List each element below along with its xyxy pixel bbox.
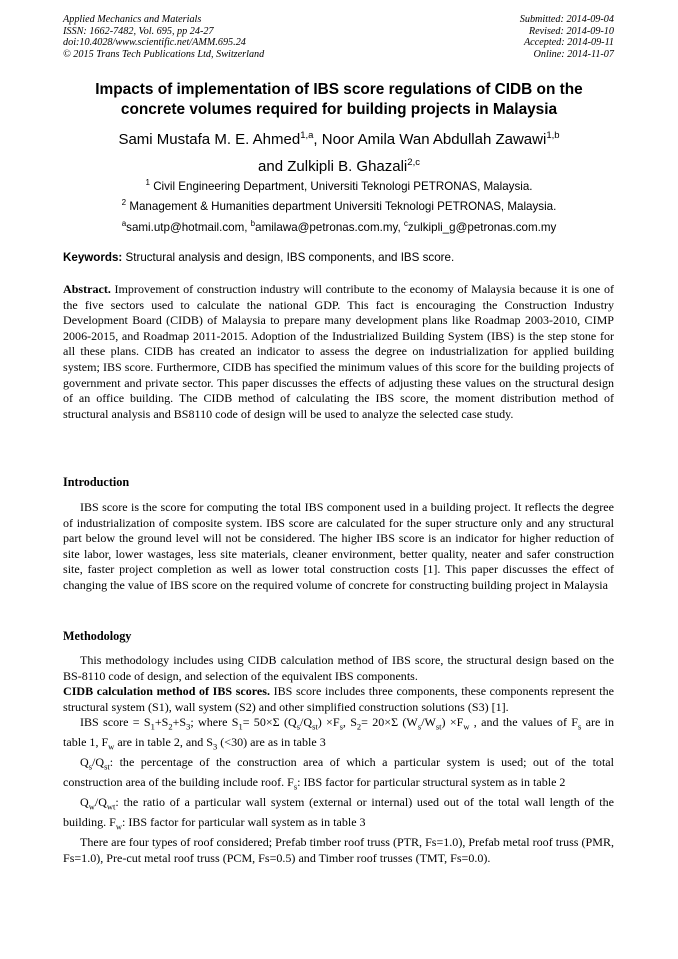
dates-info	[520, 14, 614, 60]
online-date: Online: 2014-11-07	[533, 48, 614, 60]
accepted-date: Accepted: 2014-09-11	[523, 37, 614, 49]
keywords: Keywords: Structural analysis and design, IBS components, and IBS score.	[63, 251, 455, 264]
submitted-date: Submitted: 2014-09-04	[519, 14, 614, 25]
abstract: Abstract. Improvement of construction industry will contribute to the economy of Malaysia because it is one of the five sectors used to calculate the national GDP. This fact is encouraging the Construction Industry Development Board (CIDB) of Malaysia to prepare many development plans like Roadmap 2003-2010, CIMP 2006-2015, and Roadmap 2011-2015. Adoption of the Industrialized Building System (IBS) is the step stone for all these plans. CIDB has created an indicator to assess the degree on industrialization for applied building system; IBS score. Furthermore, CIDB has specified the minimum values of this score for the building projects of government and private sector. This paper discusses the effects of adjusting these values on the structural design of an office building. The CIDB method of calculating the IBS score, the moment distribution method of structural analysis and BS8110 code of design will be used to analyze the selected case study.	[63, 282, 614, 421]
issn-line: ISSN: 1662-7482, Vol. 695, pp 24-27	[63, 25, 214, 37]
ibs-formula: IBS score = $S_1+S_2+S_3$; where $S_1= 50\times\Sigma$ $(Q_s/Q_{st}) \times F_s$, $S_2= 20\times\Sigma$ $(W_s/W_{st}) \times F_w$ , and the values of $F_s$ are in table 1, $F_w$ are in table 2, and $S_3$ (<30) are as in table 3	[63, 715, 614, 752]
section-heading-introduction: Introduction	[63, 475, 130, 489]
author-name: Sami Mustafa M. E. Ahmed	[118, 131, 301, 148]
affiliation-2: $^2$ Management & Humanities department Universiti Teknologi PETRONAS, Malaysia.	[121, 198, 557, 213]
journal-name: Applied Mechanics and Materials	[63, 14, 202, 25]
methodology-text: This methodology includes using CIDB calculation method of IBS score, the structural design based on the BS-8110 code of design, and selection of the equivalent IBS components. CIDB calculation method of IBS scores. IBS score includes three components, these components represent the structural system (S1), wall system (S2) and other simplified construction solutions (S3) [1]. IBS score = $S_1+S_2+S_3$; where $S_1= 50\times\Sigma$ $(Q_s/Q_{st}) \times F_s$, $S_2= 20\times\Sigma$ $(W_s/W_{st}) \times F_w$ , and the values of $F_s$ are in table 1, $F_w$ are in table 2, and $S_3$ (<30) are as in table 3 $Q_s/Q_{st}$: the percentage of the construction area of which a particular system is used; out of the total construction area of the building include roof. $F_s$: IBS factor for particular structural system as in table 2 $Q_w/Q_{wt}$: the ratio of a particular wall system (external or internal) used out of the total wall length of the building. $F_w$: IBS factor for particular wall system as in table 3 There are four types of roof considered; Prefab timber roof truss (PTR, Fs=1.0), Prefab metal roof truss (PMR, Fs=1.0), Pre-cut metal roof truss (PCM, Fs=0.5) and Timber roof trusses (TMT, Fs=0.0).	[63, 653, 614, 865]
author-list: Sami Mustafa M. E. Ahmed$^{1,a}$, Noor Amila Wan Abdullah Zawawi$^{1,b}$ and Zulkipli B. Ghazali$^{2,c}$	[118, 130, 560, 175]
journal-info	[63, 14, 264, 60]
paper-title: Impacts of implementation of IBS score regulations of CIDB on the concrete volumes required for building projects in Malaysia	[95, 81, 583, 118]
section-heading-methodology: Methodology	[63, 629, 132, 643]
introduction-text: IBS score is the score for computing the total IBS component used in a building project. It reflects the degree of industrialization of composite system. IBS score are calculated for the super structure only and any structural part below the ground level will not be considered. The higher IBS score is an indicator for higher reduction of site labor, lower wastages, less site materials, cleaner environment, better quality, neater and safer construction site, faster project completion as well as lower total construction costs [1]. This paper discusses the effect of changing the value of IBS score on the required volume of concrete for constructing building project in Malaysia	[63, 500, 614, 592]
author-name: and Zulkipli B. Ghazali	[258, 158, 408, 175]
doi-line: doi:10.4028/www.scientific.net/AMM.695.24	[63, 37, 246, 49]
email-line: $^a$sami.utp@hotmail.com, $^b$amilawa@petronas.com.my, $^c$zulkipli_g@petronas.com.my	[121, 219, 557, 234]
revised-date: Revised: 2014-09-10	[528, 25, 614, 37]
author-name: Noor Amila Wan Abdullah Zawawi	[321, 131, 547, 148]
copyright-line: © 2015 Trans Tech Publications Ltd, Switzerland	[63, 48, 265, 60]
affiliation-1: $^1$ Civil Engineering Department, Universiti Teknologi PETRONAS, Malaysia.	[145, 178, 533, 193]
